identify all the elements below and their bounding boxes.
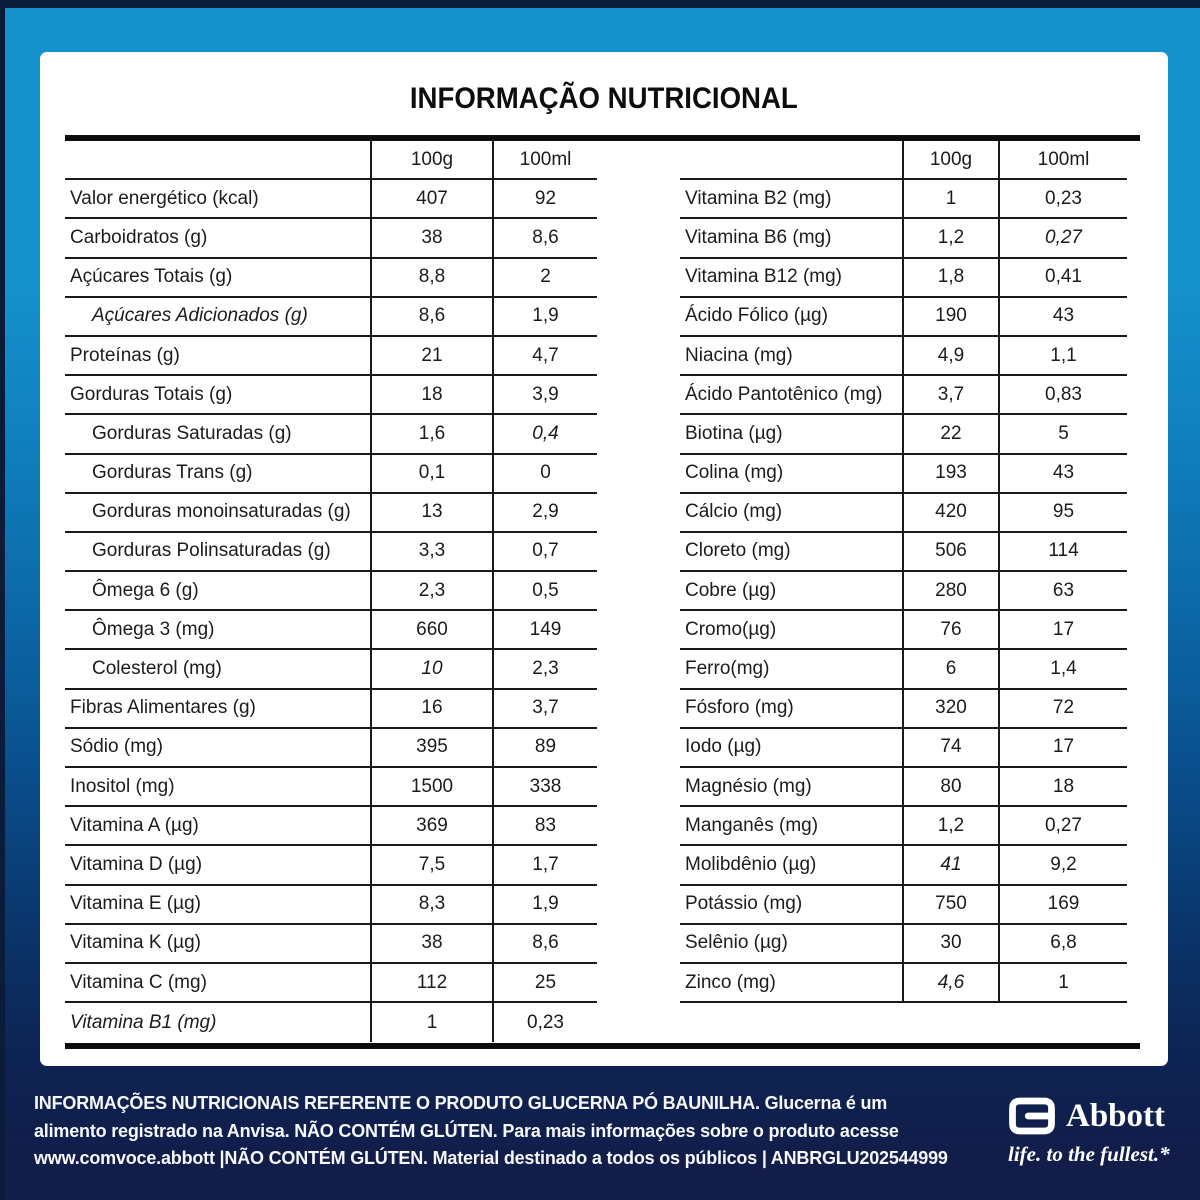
table-row bbox=[680, 964, 1127, 1003]
value-100ml: 0,27 bbox=[998, 219, 1127, 256]
value-100g: 407 bbox=[370, 180, 492, 217]
nutrient-label: Gorduras Totais (g) bbox=[70, 383, 233, 405]
table-row bbox=[65, 533, 597, 572]
table-row bbox=[65, 337, 597, 376]
nutrient-label: Vitamina B12 (mg) bbox=[685, 266, 842, 288]
value-100g: 190 bbox=[902, 298, 998, 335]
nutrient-label: Gorduras Polinsaturadas (g) bbox=[92, 540, 331, 562]
nutrient-label: Açúcares Totais (g) bbox=[70, 266, 233, 288]
value-100ml: 0,4 bbox=[492, 415, 597, 452]
table-row bbox=[680, 846, 1127, 885]
nutrient-label: Vitamina E (µg) bbox=[70, 893, 201, 915]
value-100g: 1 bbox=[370, 1003, 492, 1042]
table-row bbox=[680, 219, 1127, 258]
nutrient-label: Fibras Alimentares (g) bbox=[70, 697, 256, 719]
value-100g: 38 bbox=[370, 925, 492, 962]
value-100ml: 1,7 bbox=[492, 846, 597, 883]
value-100ml: 0,23 bbox=[492, 1003, 597, 1042]
value-100ml: 0,7 bbox=[492, 533, 597, 570]
nutrient-label: Carboidratos (g) bbox=[70, 226, 208, 248]
table-row bbox=[680, 925, 1127, 964]
table-row bbox=[680, 415, 1127, 454]
table-row bbox=[65, 690, 597, 729]
table-row bbox=[65, 455, 597, 494]
footer-text bbox=[34, 1090, 948, 1173]
nutrient-label: Gorduras Saturadas (g) bbox=[92, 422, 292, 444]
value-100ml: 43 bbox=[998, 455, 1127, 492]
value-100g: 22 bbox=[902, 415, 998, 452]
value-100g: 193 bbox=[902, 455, 998, 492]
nutrient-label: Cobre (µg) bbox=[685, 579, 777, 601]
nutrient-label: Cloreto (mg) bbox=[685, 540, 791, 562]
value-100ml: 0,27 bbox=[998, 807, 1127, 844]
nutrient-label: Fósforo (mg) bbox=[685, 697, 794, 719]
nutrient-label: Vitamina B2 (mg) bbox=[685, 187, 832, 209]
table-header-row bbox=[65, 141, 597, 180]
nutrient-label: Açúcares Adicionados (g) bbox=[92, 305, 308, 327]
value-100g: 112 bbox=[370, 964, 492, 1001]
value-100ml: 1 bbox=[998, 964, 1127, 1001]
nutrition-table bbox=[65, 135, 1140, 1049]
nutrient-label: Magnésio (mg) bbox=[685, 775, 812, 797]
value-100g: 4,6 bbox=[902, 964, 998, 1001]
table-row bbox=[65, 259, 597, 298]
nutrient-label: Selênio (µg) bbox=[685, 932, 788, 954]
header-spacer bbox=[65, 141, 370, 178]
value-100ml: 92 bbox=[492, 180, 597, 217]
nutrient-label: Vitamina K (µg) bbox=[70, 932, 201, 954]
value-100ml: 2 bbox=[492, 259, 597, 296]
value-100g: 6 bbox=[902, 650, 998, 687]
table-row bbox=[680, 572, 1127, 611]
table-header-row bbox=[680, 141, 1127, 180]
table-row bbox=[65, 494, 597, 533]
table-row bbox=[65, 376, 597, 415]
nutrient-label: Vitamina D (µg) bbox=[70, 853, 203, 875]
table-row bbox=[680, 611, 1127, 650]
table-row bbox=[680, 494, 1127, 533]
value-100ml: 149 bbox=[492, 611, 597, 648]
nutrient-label: Potássio (mg) bbox=[685, 893, 803, 915]
value-100ml: 3,9 bbox=[492, 376, 597, 413]
value-100ml: 0 bbox=[492, 455, 597, 492]
header-spacer bbox=[680, 141, 902, 178]
value-100g: 4,9 bbox=[902, 337, 998, 374]
abbott-a-icon bbox=[1008, 1096, 1056, 1136]
value-100ml: 25 bbox=[492, 964, 597, 1001]
value-100ml: 8,6 bbox=[492, 219, 597, 256]
table-row bbox=[65, 572, 597, 611]
table-row bbox=[680, 455, 1127, 494]
value-100g: 21 bbox=[370, 337, 492, 374]
page-title: INFORMAÇÃO NUTRICIONAL bbox=[410, 82, 798, 115]
table-row bbox=[680, 886, 1127, 925]
value-100ml: 1,1 bbox=[998, 337, 1127, 374]
brand-tagline: life. to the fullest.* bbox=[1008, 1142, 1170, 1166]
value-100ml: 3,7 bbox=[492, 690, 597, 727]
top-edge-strip bbox=[0, 0, 1200, 8]
value-100g: 1,8 bbox=[902, 259, 998, 296]
value-100g: 660 bbox=[370, 611, 492, 648]
value-100ml: 0,83 bbox=[998, 376, 1127, 413]
table-row bbox=[65, 180, 597, 219]
nutrient-label: Cálcio (mg) bbox=[685, 501, 783, 523]
value-100g: 3,7 bbox=[902, 376, 998, 413]
value-100g: 76 bbox=[902, 611, 998, 648]
table-row bbox=[65, 298, 597, 337]
nutrient-label: Niacina (mg) bbox=[685, 344, 793, 366]
table-row bbox=[65, 650, 597, 689]
value-100ml: 0,23 bbox=[998, 180, 1127, 217]
left-edge-strip bbox=[0, 0, 5, 1200]
value-100ml: 0,41 bbox=[998, 259, 1127, 296]
table-row bbox=[680, 768, 1127, 807]
table-row bbox=[680, 337, 1127, 376]
value-100g: 30 bbox=[902, 925, 998, 962]
value-100g: 16 bbox=[370, 690, 492, 727]
value-100ml: 114 bbox=[998, 533, 1127, 570]
value-100g: 1,6 bbox=[370, 415, 492, 452]
value-100ml: 169 bbox=[998, 886, 1127, 923]
nutrient-label: Iodo (µg) bbox=[685, 736, 762, 758]
table-row bbox=[65, 925, 597, 964]
left-table bbox=[65, 141, 597, 1042]
nutrient-label: Cromo(µg) bbox=[685, 618, 777, 640]
value-100ml: 17 bbox=[998, 611, 1127, 648]
table-row bbox=[680, 180, 1127, 219]
table-row bbox=[680, 729, 1127, 768]
value-100ml: 43 bbox=[998, 298, 1127, 335]
value-100ml: 4,7 bbox=[492, 337, 597, 374]
value-100g: 420 bbox=[902, 494, 998, 531]
table-row bbox=[65, 768, 597, 807]
value-100ml: 1,4 bbox=[998, 650, 1127, 687]
value-100g: 3,3 bbox=[370, 533, 492, 570]
nutrient-label: Ferro(mg) bbox=[685, 658, 770, 680]
table-row bbox=[65, 415, 597, 454]
table-row bbox=[680, 650, 1127, 689]
value-100ml: 17 bbox=[998, 729, 1127, 766]
value-100ml: 2,9 bbox=[492, 494, 597, 531]
value-100g: 8,8 bbox=[370, 259, 492, 296]
nutrient-label: Colina (mg) bbox=[685, 462, 784, 484]
value-100g: 0,1 bbox=[370, 455, 492, 492]
footer-line-2: alimento registrado na Anvisa. NÃO CONTÉM GLÚTEN. Para mais informações sobre o produto acesse bbox=[34, 1120, 899, 1141]
column-header-100ml: 100ml bbox=[492, 141, 597, 178]
table-row bbox=[65, 611, 597, 650]
table-row bbox=[680, 690, 1127, 729]
value-100ml: 9,2 bbox=[998, 846, 1127, 883]
value-100ml: 2,3 bbox=[492, 650, 597, 687]
value-100g: 1500 bbox=[370, 768, 492, 805]
nutrient-label: Vitamina B1 (mg) bbox=[70, 1011, 217, 1033]
value-100g: 1,2 bbox=[902, 807, 998, 844]
value-100g: 1 bbox=[902, 180, 998, 217]
value-100g: 369 bbox=[370, 807, 492, 844]
nutrient-label: Biotina (µg) bbox=[685, 422, 783, 444]
table-row bbox=[65, 846, 597, 885]
table-row bbox=[680, 807, 1127, 846]
nutrient-label: Gorduras monoinsaturadas (g) bbox=[92, 501, 351, 523]
value-100g: 506 bbox=[902, 533, 998, 570]
value-100ml: 1,9 bbox=[492, 886, 597, 923]
value-100g: 7,5 bbox=[370, 846, 492, 883]
value-100g: 1,2 bbox=[902, 219, 998, 256]
table-row bbox=[680, 533, 1127, 572]
footer-line-3: www.comvoce.abbott |NÃO CONTÉM GLÚTEN. Material destinado a todos os públicos | ANBRGLU202544999 bbox=[34, 1148, 948, 1168]
table-row bbox=[680, 376, 1127, 415]
footer-line-1: INFORMAÇÕES NUTRICIONAIS REFERENTE O PRODUTO GLUCERNA PÓ BAUNILHA. Glucerna é um bbox=[34, 1093, 888, 1113]
nutrient-label: Ácido Pantotênico (mg) bbox=[685, 383, 883, 405]
nutrient-label: Molibdênio (µg) bbox=[685, 853, 817, 875]
value-100g: 395 bbox=[370, 729, 492, 766]
nutrient-label: Ácido Fólico (µg) bbox=[685, 305, 828, 327]
value-100g: 80 bbox=[902, 768, 998, 805]
table-row bbox=[65, 886, 597, 925]
value-100ml: 1,9 bbox=[492, 298, 597, 335]
value-100g: 18 bbox=[370, 376, 492, 413]
nutrient-label: Proteínas (g) bbox=[70, 344, 180, 366]
value-100g: 320 bbox=[902, 690, 998, 727]
table-row bbox=[680, 259, 1127, 298]
nutrient-label: Ômega 3 (mg) bbox=[92, 618, 215, 640]
value-100ml: 6,8 bbox=[998, 925, 1127, 962]
value-100ml: 89 bbox=[492, 729, 597, 766]
value-100ml: 8,6 bbox=[492, 925, 597, 962]
nutrient-label: Sódio (mg) bbox=[70, 736, 163, 758]
brand-name: Abbott bbox=[1066, 1097, 1166, 1134]
value-100ml: 83 bbox=[492, 807, 597, 844]
value-100g: 8,6 bbox=[370, 298, 492, 335]
table-row bbox=[65, 807, 597, 846]
value-100g: 10 bbox=[370, 650, 492, 687]
table-row bbox=[65, 729, 597, 768]
value-100g: 41 bbox=[902, 846, 998, 883]
table-row bbox=[65, 1003, 597, 1042]
value-100g: 8,3 bbox=[370, 886, 492, 923]
value-100ml: 0,5 bbox=[492, 572, 597, 609]
column-header-100g: 100g bbox=[902, 141, 998, 178]
right-table bbox=[680, 141, 1127, 1003]
table-row bbox=[680, 298, 1127, 337]
nutrient-label: Vitamina C (mg) bbox=[70, 971, 207, 993]
value-100g: 74 bbox=[902, 729, 998, 766]
value-100ml: 95 bbox=[998, 494, 1127, 531]
value-100ml: 338 bbox=[492, 768, 597, 805]
value-100g: 2,3 bbox=[370, 572, 492, 609]
nutrient-label: Ômega 6 (g) bbox=[92, 579, 199, 601]
nutrient-label: Vitamina A (µg) bbox=[70, 814, 199, 836]
nutrient-label: Vitamina B6 (mg) bbox=[685, 226, 832, 248]
value-100g: 750 bbox=[902, 886, 998, 923]
nutrient-label: Manganês (mg) bbox=[685, 814, 819, 836]
value-100g: 38 bbox=[370, 219, 492, 256]
abbott-logo bbox=[1008, 1096, 1170, 1167]
column-header-100ml: 100ml bbox=[998, 141, 1127, 178]
value-100ml: 5 bbox=[998, 415, 1127, 452]
value-100ml: 18 bbox=[998, 768, 1127, 805]
nutrient-label: Inositol (mg) bbox=[70, 775, 175, 797]
nutrient-label: Colesterol (mg) bbox=[92, 658, 222, 680]
nutrient-label: Gorduras Trans (g) bbox=[92, 462, 253, 484]
value-100g: 280 bbox=[902, 572, 998, 609]
nutrient-label: Valor energético (kcal) bbox=[70, 187, 259, 209]
value-100ml: 72 bbox=[998, 690, 1127, 727]
value-100ml: 63 bbox=[998, 572, 1127, 609]
nutrition-panel bbox=[40, 52, 1168, 1066]
column-header-100g: 100g bbox=[370, 141, 492, 178]
table-row bbox=[65, 219, 597, 258]
nutrient-label: Zinco (mg) bbox=[685, 971, 776, 993]
table-row bbox=[65, 964, 597, 1003]
value-100g: 13 bbox=[370, 494, 492, 531]
